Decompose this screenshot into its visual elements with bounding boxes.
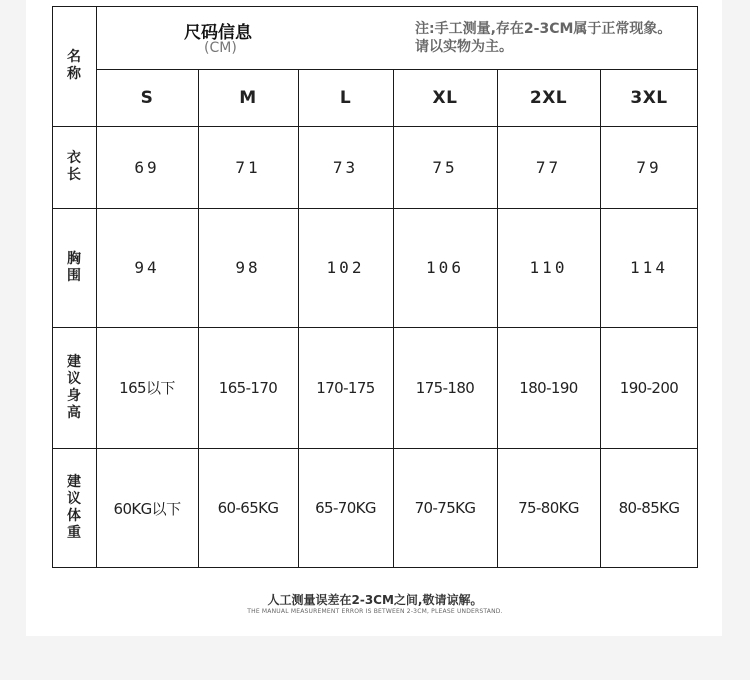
row-label-chest: 胸围 <box>67 250 81 284</box>
row-label-cell <box>52 448 96 568</box>
table-cell: 77 <box>535 157 562 177</box>
size-header-l: L <box>339 87 352 108</box>
row-label-length: 衣长 <box>67 150 81 183</box>
table-cell: 106 <box>426 258 464 277</box>
table-cell: 69 <box>134 157 160 177</box>
size-header-s: S <box>140 87 154 108</box>
table-cell: 165以下 <box>119 379 175 397</box>
row-label-cell <box>52 208 96 327</box>
table-cell: 114 <box>630 258 668 277</box>
footer-note-zh: 人工测量误差在2-3CM之间,敬请谅解。 <box>267 593 483 607</box>
table-cell: 175-180 <box>415 378 475 397</box>
size-table <box>52 6 698 568</box>
table-cell: 94 <box>134 258 160 277</box>
table-cell: 190-200 <box>619 378 679 397</box>
row-label-weight: 建议体重 <box>67 474 81 541</box>
table-cell: 102 <box>326 258 365 277</box>
table-cell: 65-70KG <box>315 499 376 517</box>
row-label-cell <box>52 327 96 448</box>
table-cell: 75 <box>432 157 458 177</box>
table-cell: 180-190 <box>519 378 578 397</box>
table-cell: 73 <box>332 157 359 177</box>
page-title: 尺码信息 <box>184 23 252 43</box>
size-header-xl: XL <box>432 87 458 108</box>
row-label-height: 建议身高 <box>67 353 81 421</box>
table-cell: 170-175 <box>316 378 375 397</box>
table-cell: 71 <box>235 157 261 177</box>
table-cell: 60-65KG <box>217 499 279 517</box>
table-cell: 98 <box>235 258 261 277</box>
table-cell: 75-80KG <box>518 499 579 517</box>
size-header-m: M <box>239 87 257 108</box>
title-unit: (CM) <box>204 40 237 56</box>
table-cell: 110 <box>529 258 568 277</box>
footer-note-en: THE MANUAL MEASUREMENT ERROR IS BETWEEN 2-3CM, PLEASE UNDERSTAND. <box>247 608 503 615</box>
table-cell: 60KG以下 <box>113 499 181 518</box>
size-header-3xl: 3XL <box>630 87 668 108</box>
name-label: 名称 <box>67 49 81 82</box>
table-cell: 165-170 <box>218 378 278 397</box>
table-cell: 70-75KG <box>414 499 476 517</box>
size-header-2xl: 2XL <box>529 87 568 108</box>
name-label-cell <box>52 6 96 126</box>
measurement-note: 注:手工测量,存在2-3CM属于正常现象。请以实物为主。 <box>415 21 672 55</box>
table-cell: 79 <box>636 157 662 177</box>
row-label-cell <box>52 126 96 208</box>
table-cell: 80-85KG <box>618 499 680 517</box>
